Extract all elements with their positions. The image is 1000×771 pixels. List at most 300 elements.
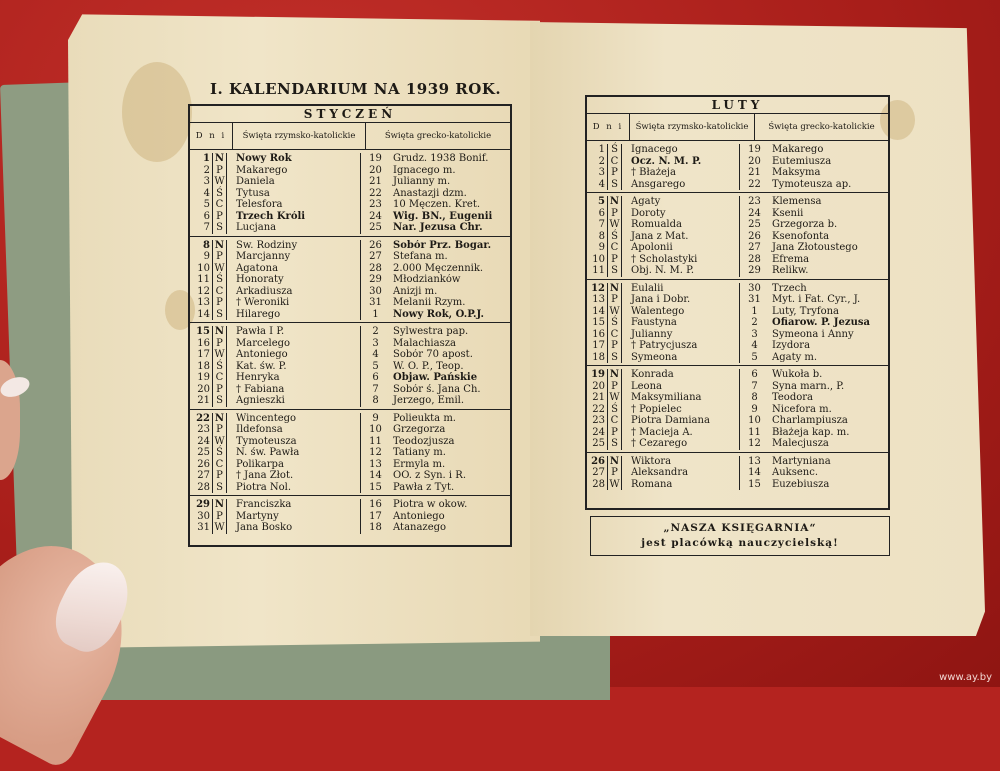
week-block <box>190 496 510 536</box>
weekday-letter: W <box>212 349 227 361</box>
greek-catholic-header: Święta grecko-katolickie <box>384 131 492 141</box>
table-row <box>587 381 888 393</box>
greek-catholic-date: 13 <box>360 459 390 471</box>
roman-catholic-saint: † Cezarego <box>631 438 688 449</box>
roman-catholic-saint: Wincentego <box>236 412 297 424</box>
weekday-letter: W <box>607 392 622 404</box>
greek-catholic-saint: Luty, Tryfona <box>772 305 840 317</box>
greek-catholic-date: 19 <box>739 144 769 156</box>
table-row <box>190 222 510 234</box>
weekday-letter: W <box>607 306 622 318</box>
greek-catholic-saint: Malachiasza <box>393 337 456 349</box>
greek-catholic-saint: Klemensa <box>772 196 822 207</box>
greek-catholic-date: 7 <box>360 384 390 396</box>
day-number: 10 <box>197 262 210 274</box>
roman-catholic-saint: † Weroniki <box>236 297 290 308</box>
weekday-letter: Ś <box>607 231 622 243</box>
roman-catholic-saint: Ignacego <box>631 144 678 155</box>
greek-catholic-saint: Wukoła b. <box>772 369 823 380</box>
roman-catholic-saint: Jana Bosko <box>236 522 293 533</box>
greek-catholic-date: 15 <box>360 482 390 494</box>
weekday-letter: P <box>212 384 227 396</box>
weekday-letter: N <box>607 283 622 295</box>
table-header <box>190 123 510 150</box>
weekday-letter: S <box>607 352 622 364</box>
greek-catholic-saint: Ofiarow. P. Jezusa <box>772 317 870 328</box>
table-row <box>190 165 510 177</box>
greek-catholic-date: 20 <box>360 165 390 177</box>
greek-catholic-date: 25 <box>739 219 769 231</box>
weekday-letter: N <box>212 326 227 338</box>
day-number: 25 <box>197 447 210 458</box>
greek-catholic-date: 3 <box>739 329 769 341</box>
greek-catholic-date: 31 <box>739 294 769 306</box>
roman-catholic-saint: Symeona <box>631 351 678 363</box>
greek-catholic-saint: Objaw. Pańskie <box>393 372 478 383</box>
month-title: STYCZEŃ <box>190 106 510 123</box>
roman-catholic-saint: Eulalii <box>631 282 664 294</box>
roman-catholic-saint: Arkadiusza <box>236 285 293 297</box>
weekday-letter: P <box>212 251 227 263</box>
table-row <box>190 211 510 223</box>
table-row <box>190 424 510 436</box>
greek-catholic-date: 17 <box>360 511 390 523</box>
day-number: 5 <box>598 196 605 207</box>
day-number: 27 <box>592 467 605 478</box>
greek-catholic-date: 28 <box>739 254 769 266</box>
greek-catholic-date: 31 <box>360 297 390 309</box>
day-number: 24 <box>592 426 605 438</box>
roman-catholic-saint: Romana <box>631 478 673 490</box>
greek-catholic-saint: W. O. P., Teop. <box>393 360 464 372</box>
greek-catholic-date: 13 <box>739 456 769 468</box>
day-number: 19 <box>197 372 210 383</box>
greek-catholic-date: 25 <box>360 222 390 234</box>
roman-catholic-saint: Św. Rodziny <box>236 239 298 251</box>
weekday-letter: S <box>607 438 622 450</box>
table-row <box>190 499 510 511</box>
weekday-letter: C <box>212 286 227 298</box>
roman-catholic-saint: Ansgarego <box>631 178 686 190</box>
table-row <box>587 179 888 191</box>
weekday-letter: C <box>607 329 622 341</box>
paper-stain <box>122 62 192 162</box>
roman-catholic-saint: Faustyna <box>631 317 677 328</box>
weekday-letter: C <box>212 372 227 384</box>
roman-catholic-saint: Marcelego <box>236 337 291 349</box>
weekday-letter: W <box>607 479 622 491</box>
roman-catholic-saint: Makarego <box>236 164 288 176</box>
greek-catholic-saint: 10 Męczen. Kret. <box>393 199 481 210</box>
weekday-letter: W <box>212 263 227 275</box>
table-row <box>587 283 888 295</box>
table-row <box>587 208 888 220</box>
table-row <box>190 349 510 361</box>
calendar-title: I. KALENDARIUM NA 1939 ROK. <box>210 80 502 98</box>
greek-catholic-saint: Agaty m. <box>772 351 818 363</box>
days-header: D n i <box>190 123 233 149</box>
day-number: 12 <box>591 282 605 294</box>
table-row <box>587 427 888 439</box>
roman-catholic-saint: Daniela <box>236 176 275 187</box>
table-row <box>190 384 510 396</box>
day-number: 15 <box>196 326 210 337</box>
greek-catholic-saint: Wig. BN., Eugenii <box>393 210 493 222</box>
roman-catholic-saint: Henryka <box>236 372 280 383</box>
roman-catholic-saint: Tytusa <box>236 187 270 199</box>
january-table <box>188 104 512 547</box>
greek-catholic-date: 15 <box>739 479 769 491</box>
week-block <box>587 141 888 193</box>
bookstore-banner <box>590 516 890 556</box>
greek-catholic-date: 21 <box>739 167 769 179</box>
greek-catholic-saint: 2.000 Męczennik. <box>393 262 484 274</box>
roman-catholic-saint: Doroty <box>631 207 666 219</box>
weekday-letter: Ś <box>212 188 227 200</box>
table-row <box>587 265 888 277</box>
day-number: 8 <box>598 230 605 242</box>
roman-catholic-saint: Kat. św. P. <box>236 360 287 372</box>
weekday-letter: S <box>607 179 622 191</box>
weekday-letter: N <box>607 196 622 208</box>
greek-catholic-saint: OO. z Syn. i R. <box>393 470 466 481</box>
day-number: 14 <box>197 308 210 320</box>
greek-catholic-saint: Jana Złotoustego <box>772 242 858 253</box>
roman-catholic-saint: Agatona <box>236 262 279 274</box>
week-block <box>190 237 510 324</box>
weekday-letter: P <box>212 511 227 523</box>
greek-catholic-saint: Maksyma <box>772 167 821 178</box>
weekday-letter: P <box>607 294 622 306</box>
day-number: 6 <box>598 207 605 219</box>
month-title: LUTY <box>587 97 888 114</box>
table-row <box>190 153 510 165</box>
day-number: 9 <box>203 251 210 262</box>
day-number: 17 <box>197 349 210 360</box>
table-row <box>587 329 888 341</box>
day-number: 23 <box>592 415 605 426</box>
table-row <box>587 254 888 266</box>
greek-catholic-saint: Ksenofonta <box>772 230 830 242</box>
day-number: 5 <box>203 199 210 210</box>
table-row <box>190 470 510 482</box>
weekday-letter: W <box>212 436 227 448</box>
weekday-letter: P <box>607 427 622 439</box>
roman-catholic-saint: Pawła I P. <box>236 326 285 337</box>
roman-catholic-saint: Polikarpa <box>236 458 284 470</box>
roman-catholic-saint: Ildefonsa <box>236 424 283 435</box>
weekday-letter: P <box>212 297 227 309</box>
roman-catholic-saint: Marcjanny <box>236 251 291 262</box>
roman-catholic-saint: Antoniego <box>236 349 288 360</box>
greek-catholic-saint: Ignacego m. <box>393 164 456 176</box>
greek-catholic-saint: Teodozjusza <box>393 435 455 447</box>
greek-catholic-saint: Tatiany m. <box>393 447 446 458</box>
greek-catholic-date: 19 <box>360 153 390 165</box>
day-number: 14 <box>592 305 605 317</box>
roman-catholic-saint: Hilarego <box>236 308 281 320</box>
table-body <box>190 150 510 536</box>
weekday-letter: N <box>212 413 227 425</box>
greek-catholic-saint: Myt. i Fat. Cyr., J. <box>772 294 861 305</box>
greek-catholic-saint: Eutemiusza <box>772 155 832 167</box>
day-number: 23 <box>197 424 210 435</box>
weekday-letter: N <box>607 456 622 468</box>
days-header: D n i <box>587 114 630 140</box>
weekday-letter: N <box>212 240 227 252</box>
greek-catholic-saint: Stefana m. <box>393 251 448 262</box>
weekday-letter: S <box>212 222 227 234</box>
greek-catholic-date: 14 <box>360 470 390 482</box>
greek-catholic-date: 28 <box>360 263 390 275</box>
roman-catholic-saint: Romualda <box>631 219 682 230</box>
roman-catholic-saint: Lucjana <box>236 222 277 233</box>
day-number: 11 <box>197 274 210 285</box>
roman-catholic-saint: Agnieszki <box>236 395 285 406</box>
table-row <box>587 404 888 416</box>
day-number: 3 <box>203 176 210 187</box>
greek-catholic-saint: Nicefora m. <box>772 403 832 415</box>
greek-catholic-saint: Izydora <box>772 340 811 351</box>
table-row <box>190 459 510 471</box>
greek-catholic-date: 4 <box>360 349 390 361</box>
day-number: 13 <box>592 294 605 305</box>
greek-catholic-saint: Grzegorza <box>393 424 446 435</box>
weekday-letter: P <box>607 208 622 220</box>
weekday-letter: C <box>212 199 227 211</box>
day-number: 3 <box>598 167 605 178</box>
greek-catholic-saint: Teodora <box>772 392 813 403</box>
week-block <box>190 323 510 410</box>
day-number: 8 <box>203 239 210 251</box>
weekday-letter: P <box>607 467 622 479</box>
table-row <box>190 395 510 407</box>
day-number: 16 <box>197 337 210 349</box>
greek-catholic-date: 5 <box>739 352 769 364</box>
greek-catholic-saint: Antoniego <box>393 510 445 522</box>
day-number: 25 <box>592 438 605 449</box>
weekday-letter: W <box>212 176 227 188</box>
weekday-letter: P <box>212 424 227 436</box>
day-number: 6 <box>203 210 210 222</box>
weekday-letter: P <box>607 340 622 352</box>
roman-catholic-saint: Piotra Nol. <box>236 481 292 493</box>
greek-catholic-date: 16 <box>360 499 390 511</box>
table-row <box>587 352 888 364</box>
weekday-letter: S <box>212 482 227 494</box>
roman-catholic-saint: Wiktora <box>631 455 672 467</box>
day-number: 29 <box>196 499 210 510</box>
weekday-letter: C <box>607 156 622 168</box>
greek-catholic-date: 23 <box>360 199 390 211</box>
greek-catholic-date: 2 <box>360 326 390 338</box>
table-row <box>190 297 510 309</box>
weekday-letter: Ś <box>212 274 227 286</box>
table-row <box>190 436 510 448</box>
week-block <box>587 453 888 493</box>
greek-catholic-saint: Anastazji dzm. <box>393 187 467 199</box>
greek-catholic-saint: Tymoteusza ap. <box>772 178 852 190</box>
week-block <box>587 366 888 453</box>
table-row <box>587 479 888 491</box>
table-row <box>587 369 888 381</box>
greek-catholic-date: 11 <box>739 427 769 439</box>
greek-catholic-date: 5 <box>360 361 390 373</box>
weekday-letter: N <box>607 369 622 381</box>
table-row <box>190 372 510 384</box>
day-number: 31 <box>197 522 210 533</box>
greek-catholic-date: 18 <box>360 522 390 534</box>
day-number: 30 <box>197 510 210 522</box>
weekday-letter: Ś <box>607 404 622 416</box>
greek-catholic-saint: Malecjusza <box>772 438 829 449</box>
table-row <box>190 274 510 286</box>
day-number: 22 <box>196 412 210 424</box>
greek-catholic-date: 3 <box>360 338 390 350</box>
table-row <box>587 242 888 254</box>
table-row <box>587 144 888 156</box>
day-number: 15 <box>592 317 605 328</box>
day-number: 19 <box>591 369 605 380</box>
day-number: 4 <box>598 178 605 190</box>
table-row <box>587 317 888 329</box>
roman-catholic-saint: † Jana Złot. <box>236 470 294 481</box>
greek-catholic-saint: Nowy Rok, O.P.J. <box>393 308 484 320</box>
table-row <box>190 263 510 275</box>
weekday-letter: Ś <box>607 144 622 156</box>
weekday-letter: C <box>607 415 622 427</box>
greek-catholic-date: 8 <box>360 395 390 407</box>
table-row <box>190 413 510 425</box>
day-number: 18 <box>197 360 210 372</box>
greek-catholic-date: 22 <box>360 188 390 200</box>
day-number: 1 <box>598 144 605 155</box>
greek-catholic-saint: Anizji m. <box>393 285 438 297</box>
roman-catholic-saint: † Patrycjusza <box>631 340 698 351</box>
roman-catholic-saint: Honoraty <box>236 274 284 285</box>
weekday-letter: Ś <box>212 447 227 459</box>
day-number: 11 <box>592 265 605 276</box>
day-number: 13 <box>197 297 210 308</box>
day-number: 26 <box>591 455 605 467</box>
greek-catholic-saint: Martyniana <box>772 455 831 467</box>
table-row <box>190 522 510 534</box>
weekday-letter: P <box>607 381 622 393</box>
day-number: 22 <box>592 403 605 415</box>
greek-catholic-saint: Ermyla m. <box>393 458 446 470</box>
day-number: 18 <box>592 351 605 363</box>
greek-catholic-date: 30 <box>739 283 769 295</box>
day-number: 16 <box>592 328 605 340</box>
table-row <box>190 251 510 263</box>
greek-catholic-saint: Euzebiusza <box>772 478 830 490</box>
roman-catholic-saint: Apolonii <box>631 242 673 253</box>
greek-catholic-date: 14 <box>739 467 769 479</box>
table-header <box>587 114 888 141</box>
table-row <box>190 447 510 459</box>
greek-catholic-date: 29 <box>360 274 390 286</box>
greek-catholic-saint: Pawła z Tyt. <box>393 481 455 493</box>
day-number: 20 <box>592 380 605 392</box>
roman-catholic-saint: Agaty <box>631 196 661 207</box>
greek-catholic-date: 6 <box>739 369 769 381</box>
greek-catholic-date: 27 <box>739 242 769 254</box>
week-block <box>587 193 888 280</box>
greek-catholic-date: 1 <box>360 309 390 321</box>
roman-catholic-saint: Jana z Mat. <box>631 230 689 242</box>
greek-catholic-saint: Piotra w okow. <box>393 499 468 510</box>
roman-catholic-header: Święta rzymsko-katolickie <box>233 123 366 149</box>
greek-catholic-saint: Makarego <box>772 144 824 155</box>
day-number: 7 <box>203 222 210 233</box>
day-number: 7 <box>598 219 605 230</box>
greek-catholic-date: 10 <box>360 424 390 436</box>
greek-catholic-date: 26 <box>739 231 769 243</box>
week-block <box>587 280 888 367</box>
day-number: 24 <box>197 435 210 447</box>
weekday-letter: S <box>607 265 622 277</box>
roman-catholic-saint: Konrada <box>631 369 674 380</box>
roman-catholic-saint: Telesfora <box>236 199 283 210</box>
greek-catholic-saint: Grudz. 1938 Bonif. <box>393 153 489 164</box>
table-row <box>587 231 888 243</box>
day-number: 12 <box>197 285 210 297</box>
day-number: 28 <box>592 478 605 490</box>
roman-catholic-saint: Trzech Króli <box>236 210 306 222</box>
table-row <box>190 326 510 338</box>
greek-catholic-saint: Charlampiusza <box>772 415 848 426</box>
greek-catholic-saint: Julianny m. <box>393 176 451 187</box>
greek-catholic-date: 9 <box>739 404 769 416</box>
greek-catholic-date: 20 <box>739 156 769 168</box>
week-block <box>190 410 510 497</box>
day-number: 26 <box>197 458 210 470</box>
day-number: 10 <box>592 253 605 265</box>
table-row <box>587 392 888 404</box>
week-block <box>190 150 510 237</box>
greek-catholic-header: Święta grecko-katolickie <box>768 122 875 132</box>
greek-catholic-saint: Sobór 70 apost. <box>393 349 473 360</box>
greek-catholic-date: 24 <box>739 208 769 220</box>
greek-catholic-date: 24 <box>360 211 390 223</box>
greek-catholic-date: 21 <box>360 176 390 188</box>
table-row <box>587 219 888 231</box>
weekday-letter: N <box>212 499 227 511</box>
watermark: www.ay.by <box>939 672 992 683</box>
day-number: 27 <box>197 470 210 481</box>
weekday-letter: Ś <box>607 317 622 329</box>
greek-catholic-saint: Jerzego, Emil. <box>393 395 465 406</box>
greek-catholic-saint: Trzech <box>772 282 807 294</box>
greek-catholic-saint: Efrema <box>772 253 810 265</box>
greek-catholic-saint: Sylwestra pap. <box>393 326 469 337</box>
day-number: 21 <box>592 392 605 403</box>
table-row <box>587 294 888 306</box>
roman-catholic-saint: Obj. N. M. P. <box>631 265 695 276</box>
greek-catholic-date: 27 <box>360 251 390 263</box>
greek-catholic-date: 23 <box>739 196 769 208</box>
weekday-letter: P <box>212 165 227 177</box>
greek-catholic-date: 2 <box>739 317 769 329</box>
greek-catholic-date: 12 <box>360 447 390 459</box>
greek-catholic-date: 6 <box>360 372 390 384</box>
greek-catholic-saint: Relikw. <box>772 265 809 276</box>
greek-catholic-date: 22 <box>739 179 769 191</box>
roman-catholic-saint: Jana i Dobr. <box>631 294 691 305</box>
roman-catholic-saint: Leona <box>631 380 662 392</box>
table-row <box>587 306 888 318</box>
table-row <box>190 511 510 523</box>
